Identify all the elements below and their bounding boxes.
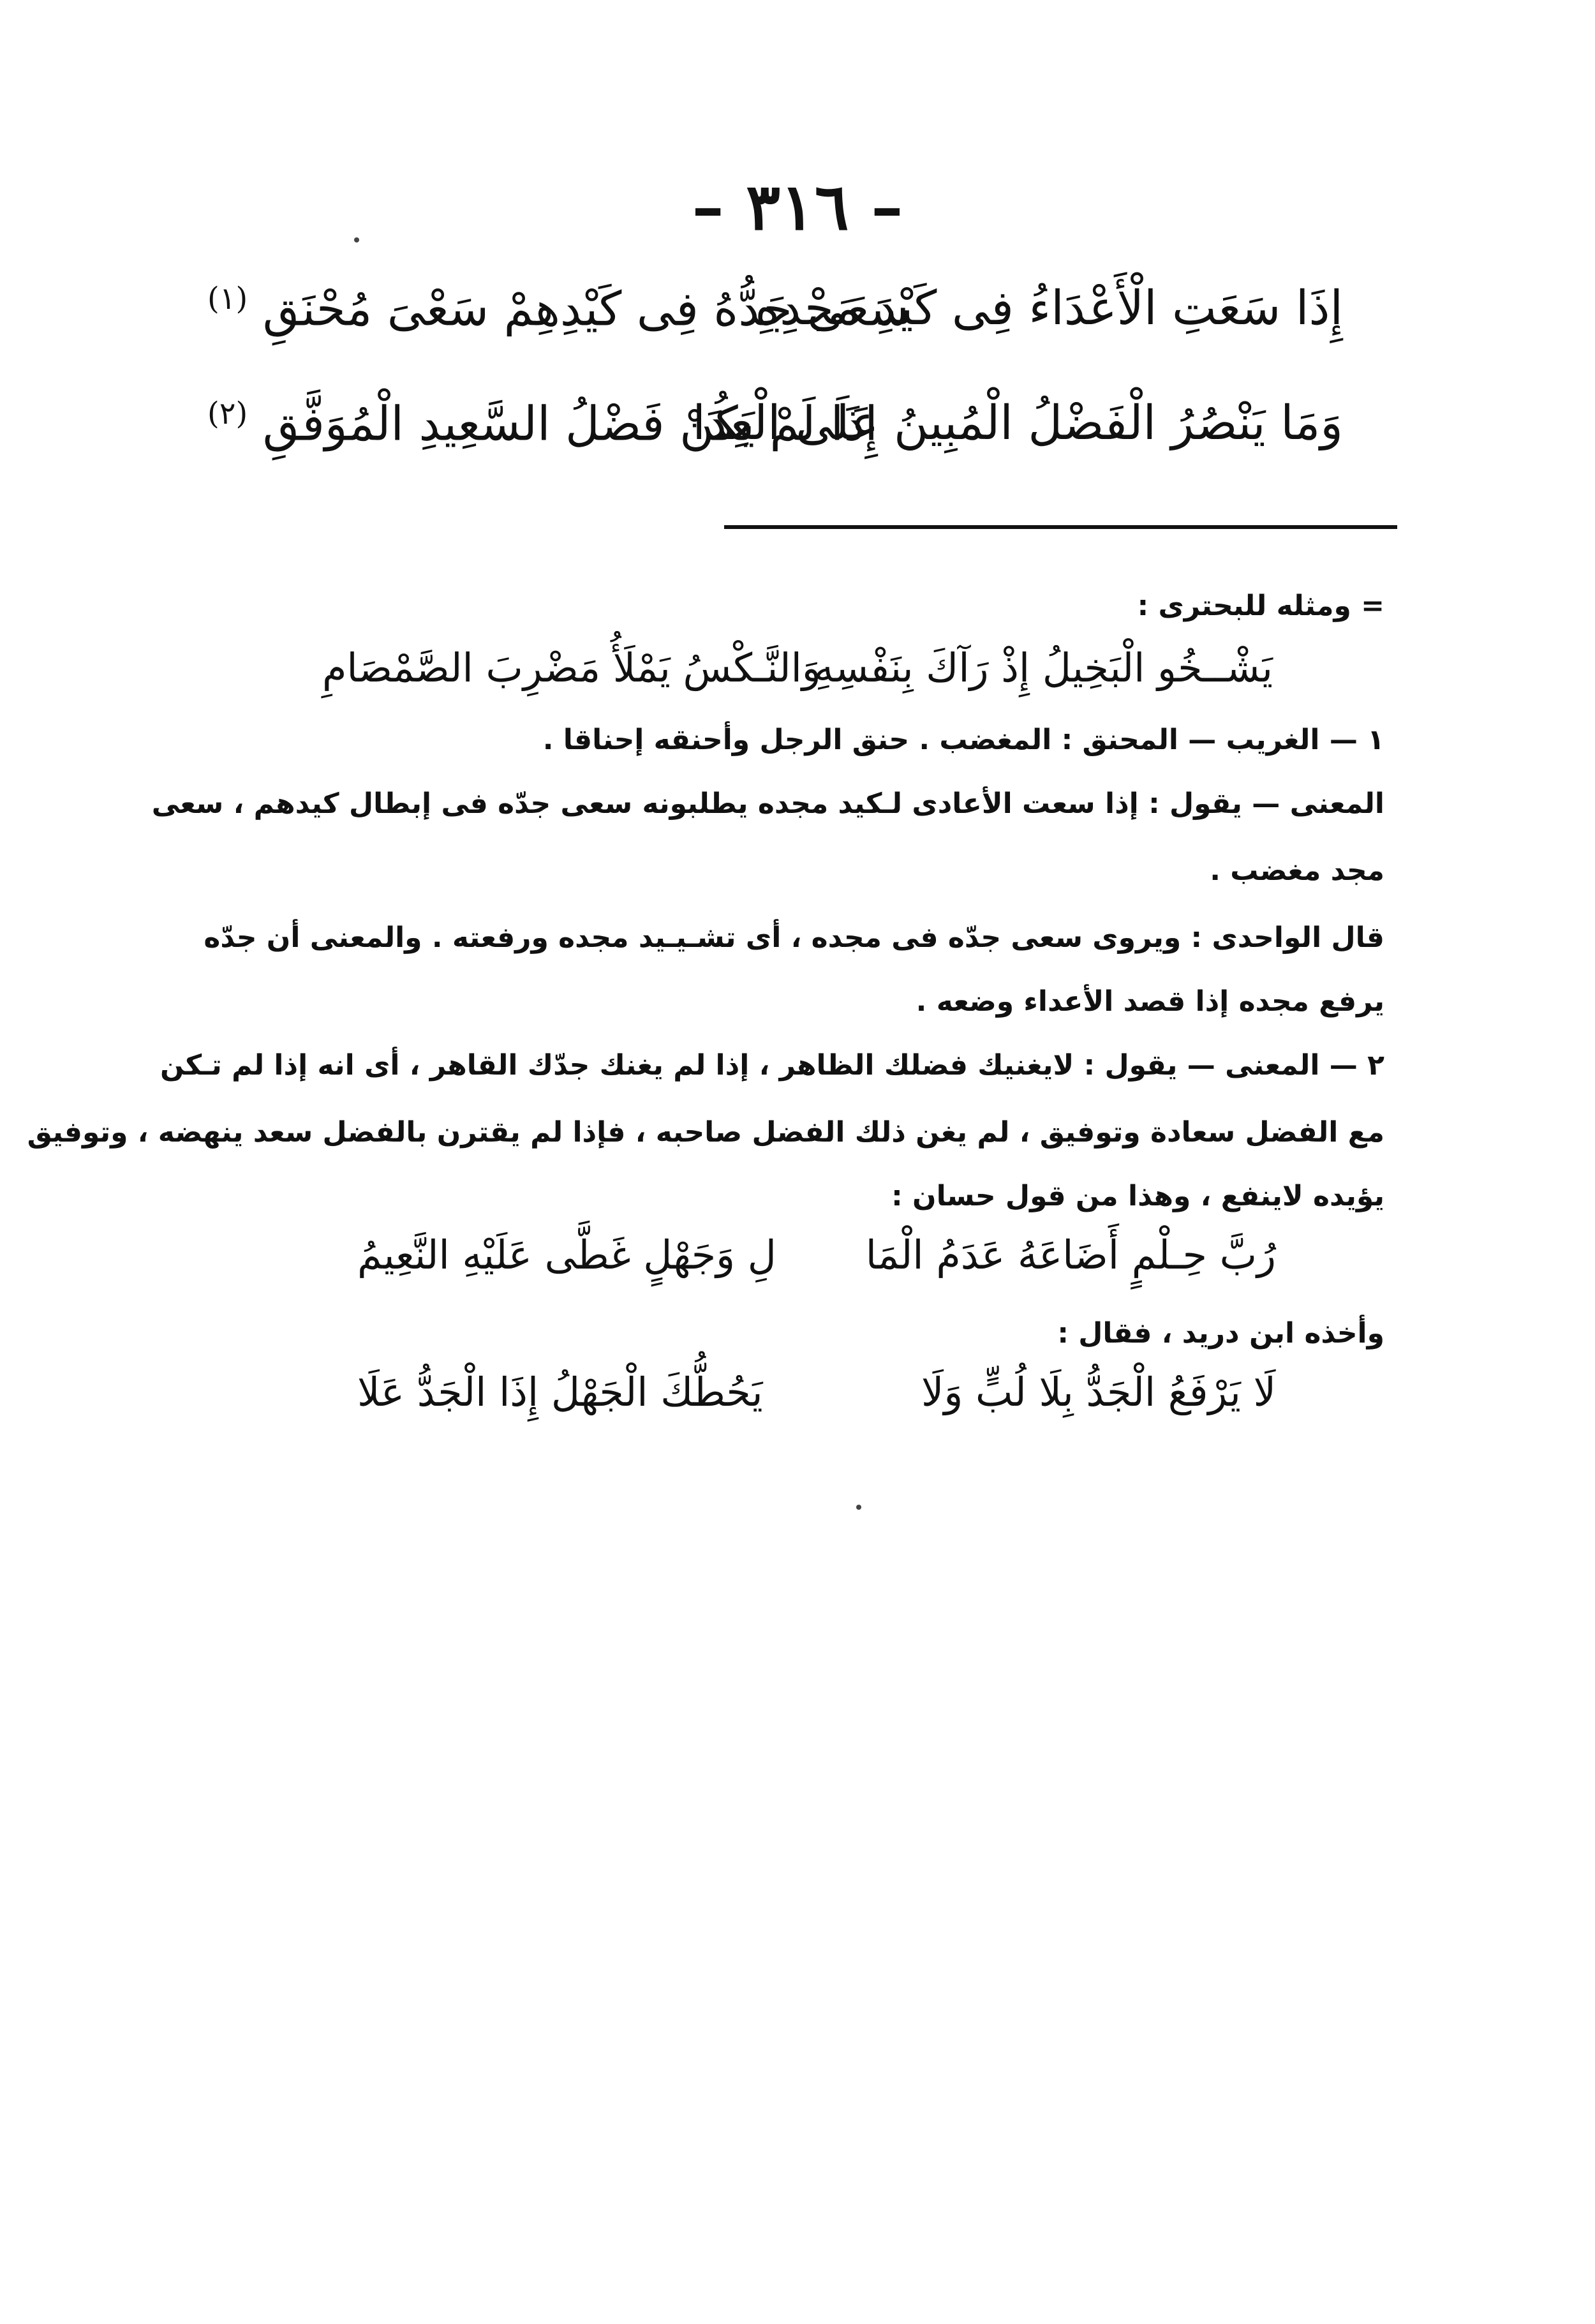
note-line: قال الواحدى : ويروى سعى جدّه فى مجده ، أى تشـيـيد مجده ورفعته . والمعنى أن جدّه [204, 921, 1384, 954]
note-line: = ومثله للبحترى : [1137, 590, 1384, 622]
scan-speck [354, 237, 359, 242]
main-verse-2 [207, 396, 1343, 459]
hemistich-second: وَالنَّـكْسُ يَمْلَأُ مَضْرِبَ الصَّمْصَامِ [322, 644, 821, 691]
quoted-verse-bukhturi [322, 644, 1273, 702]
quoted-verse-ibn-durayd [357, 1369, 1276, 1426]
hemistich-first: إِذَا سَعَتِ الْأَعْدَاءُ فِى كَيْدِ مَجْدِهِ [755, 281, 1343, 336]
hemistich-first: يَشْــخُو الْبَخِيلُ إِذْ رَآكَ بِنَفْسِهِ [813, 644, 1273, 691]
footnote-marker: (١) [207, 281, 248, 317]
hemistich-second: يَحُطُّكَ الْجَهْلُ إِذَا الْجَدُّ عَلَا [357, 1369, 763, 1415]
note-line: ٢ — المعنى — يقول : لايغنيك فضلك الظاهر ، إذا لم يغنك جدّك القاهر ، أى انه إذا لم تـكن [160, 1049, 1384, 1082]
quoted-verse-hassan [357, 1232, 1276, 1289]
hemistich-first: لَا يَرْفَعُ الْجَدُّ بِلَا لُبٍّ وَلَا [921, 1369, 1276, 1415]
note-line: يرفع مجده إذا قصد الأعداء وضعه . [916, 985, 1384, 1018]
page-number: – ٣١٦ – [692, 169, 903, 244]
note-line: وأخذه ابن دريد ، فقال : [1057, 1317, 1384, 1350]
footnote-separator [724, 525, 1397, 529]
main-verse-1 [207, 281, 1343, 345]
hemistich-first: وَمَا يَنْصُرُ الْفَضْلُ الْمُبِينُ عَلَى الْعِدَا [692, 396, 1343, 451]
note-line: مجد مغضب . [1210, 854, 1384, 887]
hemistich-second-text: إِذَا لَمْ يَكُنْ فَضْلُ السَّعِيدِ الْمُوَفَّقِ [262, 396, 878, 452]
note-line: مع الفضل سعادة وتوفيق ، لم يغن ذلك الفضل صاحبه ، فإذا لم يقترن بالفضل سعد ينهضه ، وتوفيق [27, 1116, 1384, 1149]
note-line: المعنى — يقول : إذا سعت الأعادى لـكيد مجده يطلبونه سعى جدّه فى إبطال كيدهم ، سعى [151, 787, 1384, 820]
scan-speck [856, 1505, 861, 1510]
hemistich-second: لِ وَجَهْلٍ غَطَّى عَلَيْهِ النَّعِيمُ [357, 1232, 776, 1278]
note-line: يؤيده لاينفع ، وهذا من قول حسان : [891, 1180, 1384, 1212]
hemistich-second [207, 396, 878, 452]
footnote-marker: (٢) [207, 396, 248, 431]
hemistich-second-text: سَعَى جَدُّهُ فِى كَيْدِهِمْ سَعْىَ مُحْنَقِ [262, 281, 909, 337]
hemistich-first: رُبَّ حِـلْمٍ أَضَاعَهُ عَدَمُ الْمَا [865, 1232, 1276, 1278]
hemistich-second [207, 281, 909, 337]
note-line: ١ — الغريب — المحنق : المغضب . حنق الرجل وأحنقه إحناقا . [542, 724, 1384, 756]
